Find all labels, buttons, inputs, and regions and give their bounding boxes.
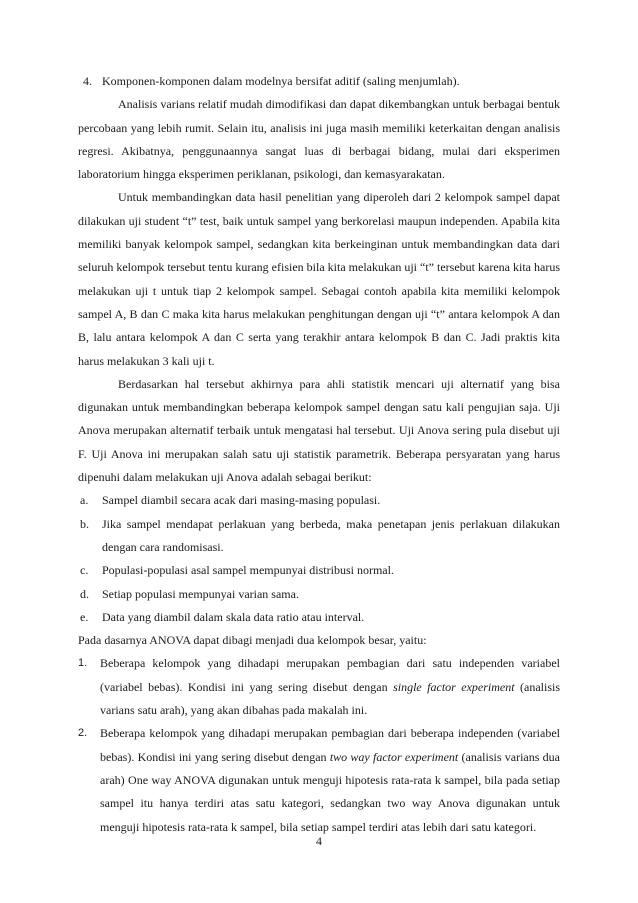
page-content [78,70,560,839]
requirement-item [78,489,560,512]
requirement-item [78,559,560,582]
paragraph-division-intro: Pada dasarnya ANOVA dapat dibagi menjadi dua kelompok besar, yaitu: [78,633,427,648]
list-marker: c. [80,563,89,578]
anova-group-text [100,652,560,722]
list-marker: b. [80,516,89,531]
requirement-item [78,513,560,560]
paragraph-anova-flexibility: Analisis varians relatif mudah dimodifikasi dan dapat dikembangkan untuk berbagai bentuk percobaan yang lebih rumit. Selain itu, analisis ini juga masih memiliki keterkaitan dengan analisis regresi. Akibatnya, penggunaannya sangat luas di berbagai bidang, mulai dari eksperimen laboratorium hingga eksperimen periklanan, psikologi, dan kemasyarakatan. [78,97,560,182]
anova-group-item [78,722,560,838]
page-number: 4 [316,834,322,848]
list-marker: 1. [78,657,88,670]
group-text-before: Beberapa kelompok yang dihadapi merupakan pembagian dari beberapa independen (variabel bebas). Kondisi ini yang sering disebut dengan [100,726,560,764]
term-two-way-factor: two way factor experiment [329,749,459,764]
requirement-text: Sampel diambil secara acak dari masing-masing populasi. [102,493,381,508]
requirement-text: Data yang diambil dalam skala data ratio atau interval. [102,609,365,624]
requirement-item [78,583,560,606]
list-item-4 [78,70,560,93]
group-text-before: Beberapa kelompok yang dihadapi merupakan pembagian dari satu independen variabel (variabel bebas). Kondisi ini yang sering disebut dengan [100,656,560,694]
term-single-factor: single factor experiment [393,679,515,694]
paragraph-anova-alternative: Berdasarkan hal tersebut akhirnya para ahli statistik mencari uji alternatif yang bisa digunakan untuk membandingkan beberapa kelompok sampel dengan satu kali pengujian saja. Uji Anova merupakan alternatif terbaik untuk mengatasi hal tersebut. Uji Anova sering pula disebut uji F. Uji Anova ini merupakan salah satu uji statistik parametrik. Beberapa persyaratan yang harus dipenuhi dalam melakukan uji Anova adalah sebagai berikut: [78,376,560,485]
requirement-item [78,606,560,629]
anova-groups-list [78,652,560,838]
paragraph-t-test-comparison: Untuk membandingkan data hasil penelitian yang diperoleh dari 2 kelompok sampel dapat dilakukan uji student “t” test, baik untuk sampel yang berkorelasi maupun independen. Apabila kita memiliki banyak kelompok sampel, sedangkan kita berkeinginan untuk membandingkan data dari seluruh kelompok tersebut tentu kurang efisien bila kita melakukan uji “t” tersebut karena kita harus melakukan uji t untuk tiap 2 kelompok sampel. Sebagai contoh apabila kita memiliki kelompok sampel A, B dan C maka kita harus melakukan penghitungan dengan uji “t” antara kelompok A dan B, lalu antara kelompok A dan C serta yang terakhir antara kelompok B dan C. Jadi praktis kita harus melakukan 3 kali uji t. [78,190,560,368]
requirement-text: Setiap populasi mempunyai varian sama. [102,586,299,601]
list-marker: a. [80,493,89,508]
list-marker: e. [80,609,89,624]
list-marker: 4. [83,74,92,88]
group-text-after: (analisis varians dua arah) One way ANOVA digunakan untuk menguji hipotesis rata-rata k sampel, bila pada setiap sampel itu hanya terdiri atas satu kategori, sedangkan two way Anova digunakan untuk menguji hipotesis rata-rata k sampel, bila setiap sampel terdiri atas lebih dari satu kategori. [100,749,561,834]
anova-group-item [78,652,560,722]
list-marker: 2. [78,727,88,740]
group-text-after: (analisis varians satu arah), yang akan dibahas pada makalah ini. [100,679,561,718]
requirement-text: Jika sampel mendapat perlakuan yang berbeda, maka penetapan jenis perlakuan dilakukan dengan cara randomisasi. [102,516,560,554]
list-marker: d. [80,586,89,601]
requirement-text: Populasi-populasi asal sampel mempunyai distribusi normal. [102,563,394,578]
list-item-text: Komponen-komponen dalam modelnya bersifat aditif (saling menjumlah). [102,74,460,88]
requirements-list [78,489,560,629]
anova-group-text [100,722,560,838]
